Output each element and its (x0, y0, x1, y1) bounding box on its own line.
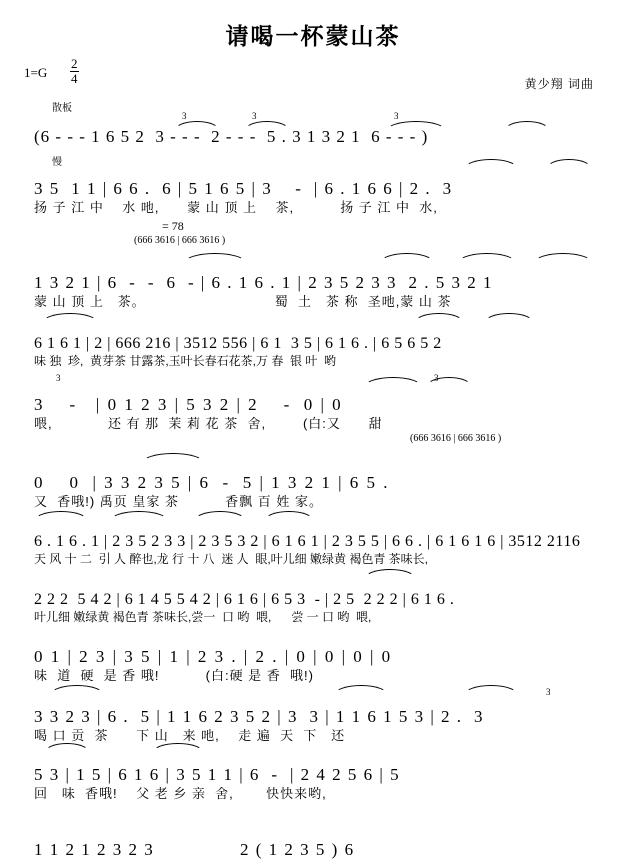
time-signature-denominator: 4 (71, 70, 78, 86)
slur (50, 685, 104, 695)
slur (152, 743, 204, 753)
system-11-lyrics: 回 味 香哦! 父 老 乡 亲 舍, 快快来哟, (34, 785, 327, 801)
slur (264, 511, 314, 521)
staff-area (18, 99, 608, 799)
triplet-mark: 3 (434, 373, 439, 383)
slur (364, 569, 416, 579)
slur (110, 511, 168, 521)
system-8 (34, 569, 608, 625)
system-3 (34, 253, 608, 311)
triplet-mark: 3 (546, 687, 551, 697)
system-4 (34, 313, 608, 371)
cut-off-system: 1 1 2 1 2 3 2 3 2 ( 1 2 3 5 ) 6 (34, 840, 355, 859)
tempo-bpm: = 78 (162, 219, 184, 233)
system-11 (34, 743, 608, 799)
system-9-notes: 0 1 | 2 3 | 3 5 | 1 | 2 3 . | 2 . | 0 | 0 | 0 | 0 (34, 647, 393, 666)
tempo-slow-marking: 慢 (52, 157, 62, 168)
sheet-music-page (0, 18, 626, 863)
triplet-mark: 3 (182, 111, 187, 121)
system-10-lyrics: 喝 口 贡 茶 下 山 来 吔, 走 遍 天 下 还 (34, 727, 346, 743)
system-1 (34, 99, 608, 151)
system-7-notes: 6 . 1 6 . 1 | 2 3 5 2 3 3 | 2 3 5 3 2 | 6 1 6 1 | 2 3 5 5 | 6 6 . | 6 1 6 1 6 | 3512 2116 (34, 533, 581, 550)
slur (334, 685, 388, 695)
system-3-lyrics: 蒙 山 顶 上 茶。 蜀 土 茶 称 圣吔,蒙 山 茶 (34, 293, 452, 309)
slur (464, 685, 518, 695)
grace-note-group-2: (666 3616 | 666 3616 ) (410, 433, 502, 444)
slur (484, 313, 534, 323)
system-5-notes: 3 - | 0 1 2 3 | 5 3 2 | 2 - 0 | 0 (34, 395, 343, 414)
page-title: 请喝一杯蒙山茶 (225, 23, 401, 49)
system-5-lyrics: 喂, 还 有 那 茉 莉 花 茶 舍, (白:又 甜 (34, 415, 383, 431)
system-2 (34, 153, 608, 215)
triplet-mark: 3 (394, 111, 399, 121)
system-4-notes: 6 1 6 1 | 2 | 666 216 | 3512 556 | 6 1 3 5 | 6 1 6 . | 6 5 6 5 2 (34, 335, 442, 352)
slur (458, 253, 516, 263)
system-2-lyrics: 扬 子 江 中 水 吔, 蒙 山 顶 上 茶, 扬 子 江 中 水, (34, 199, 438, 215)
system-6 (34, 453, 608, 509)
slur (414, 313, 464, 323)
slur (34, 511, 88, 521)
system-6-lyrics: 又 香哦!) 禹页 皇家 茶 香飘 百 姓 家。 (34, 493, 323, 509)
slur (534, 253, 592, 263)
composer-credit: 黄少翔 词曲 (524, 77, 594, 91)
slur (380, 253, 434, 263)
tempo-free-marking: 散板 (52, 103, 72, 114)
slur (44, 743, 90, 753)
grace-note-group-1: (666 3616 | 666 3616 ) (134, 235, 226, 246)
slur (142, 453, 204, 463)
tempo-marking-row (34, 217, 608, 251)
system-11-notes: 5 3 | 1 5 | 6 1 6 | 3 5 1 1 | 6 - | 2 4 2 5 6 | 5 (34, 765, 401, 784)
key-signature: 1=G (24, 65, 48, 80)
system-4-lyrics: 味 独 珍, 黄芽茶 甘露茶,玉叶长春石花茶,万 春 银 叶 哟 (34, 353, 337, 368)
slur (546, 159, 592, 169)
slur (464, 159, 518, 169)
system-7-lyrics: 天 风 十 二 引 人 醉也,龙 行 十 八 迷 人 眼,叶儿细 嫩绿黄 褐色青 茶味长, (34, 551, 429, 566)
time-signature-numerator: 2 (71, 56, 78, 71)
system-6-notes: 0 0 | 3 3 2 3 5 | 6 - 5 | 1 3 2 1 | 6 5 . (34, 473, 390, 492)
system-10-notes: 3 3 2 3 | 6 . 5 | 1 1 6 2 3 5 2 | 3 3 | 1 1 6 1 5 3 | 2 . 3 (34, 707, 485, 726)
slur (184, 253, 246, 263)
triplet-mark: 3 (56, 373, 61, 383)
system-5 (34, 373, 608, 431)
score-header (0, 55, 626, 99)
triplet-mark: 3 (252, 111, 257, 121)
system-7 (34, 511, 608, 567)
slur (194, 511, 246, 521)
slur (42, 313, 98, 323)
system-9 (34, 627, 608, 683)
system-2-notes: 3 5 1 1 | 6 6 . 6 | 5 1 6 5 | 3 - | 6 . 1 6 6 | 2 . 3 (34, 179, 453, 198)
system-3-notes: 1 3 2 1 | 6 - - 6 - | 6 . 1 6 . 1 | 2 3 5 2 3 3 2 . 5 3 2 1 (34, 273, 493, 292)
system-8-notes: 2 2 2 5 4 2 | 6 1 4 5 5 4 2 | 6 1 6 | 6 5 3 - | 2 5 2 2 2 | 6 1 6 . (34, 591, 455, 608)
system-10 (34, 685, 608, 741)
system-9-lyrics: 味 道 硬 是 香 哦! (白:硬 是 香 哦!) (34, 667, 314, 683)
time-signature (70, 57, 79, 85)
system-1-notes: (6 - - - 1 6 5 2 3 - - - 2 - - - 5 . 3 1 3 2 1 6 - - - ) (34, 127, 429, 146)
system-8-lyrics: 叶儿细 嫩绿黄 褐色青 茶味长,尝一 口 哟 喂, 尝 一 口 哟 喂, (34, 609, 372, 624)
grace-row-2 (34, 433, 608, 451)
